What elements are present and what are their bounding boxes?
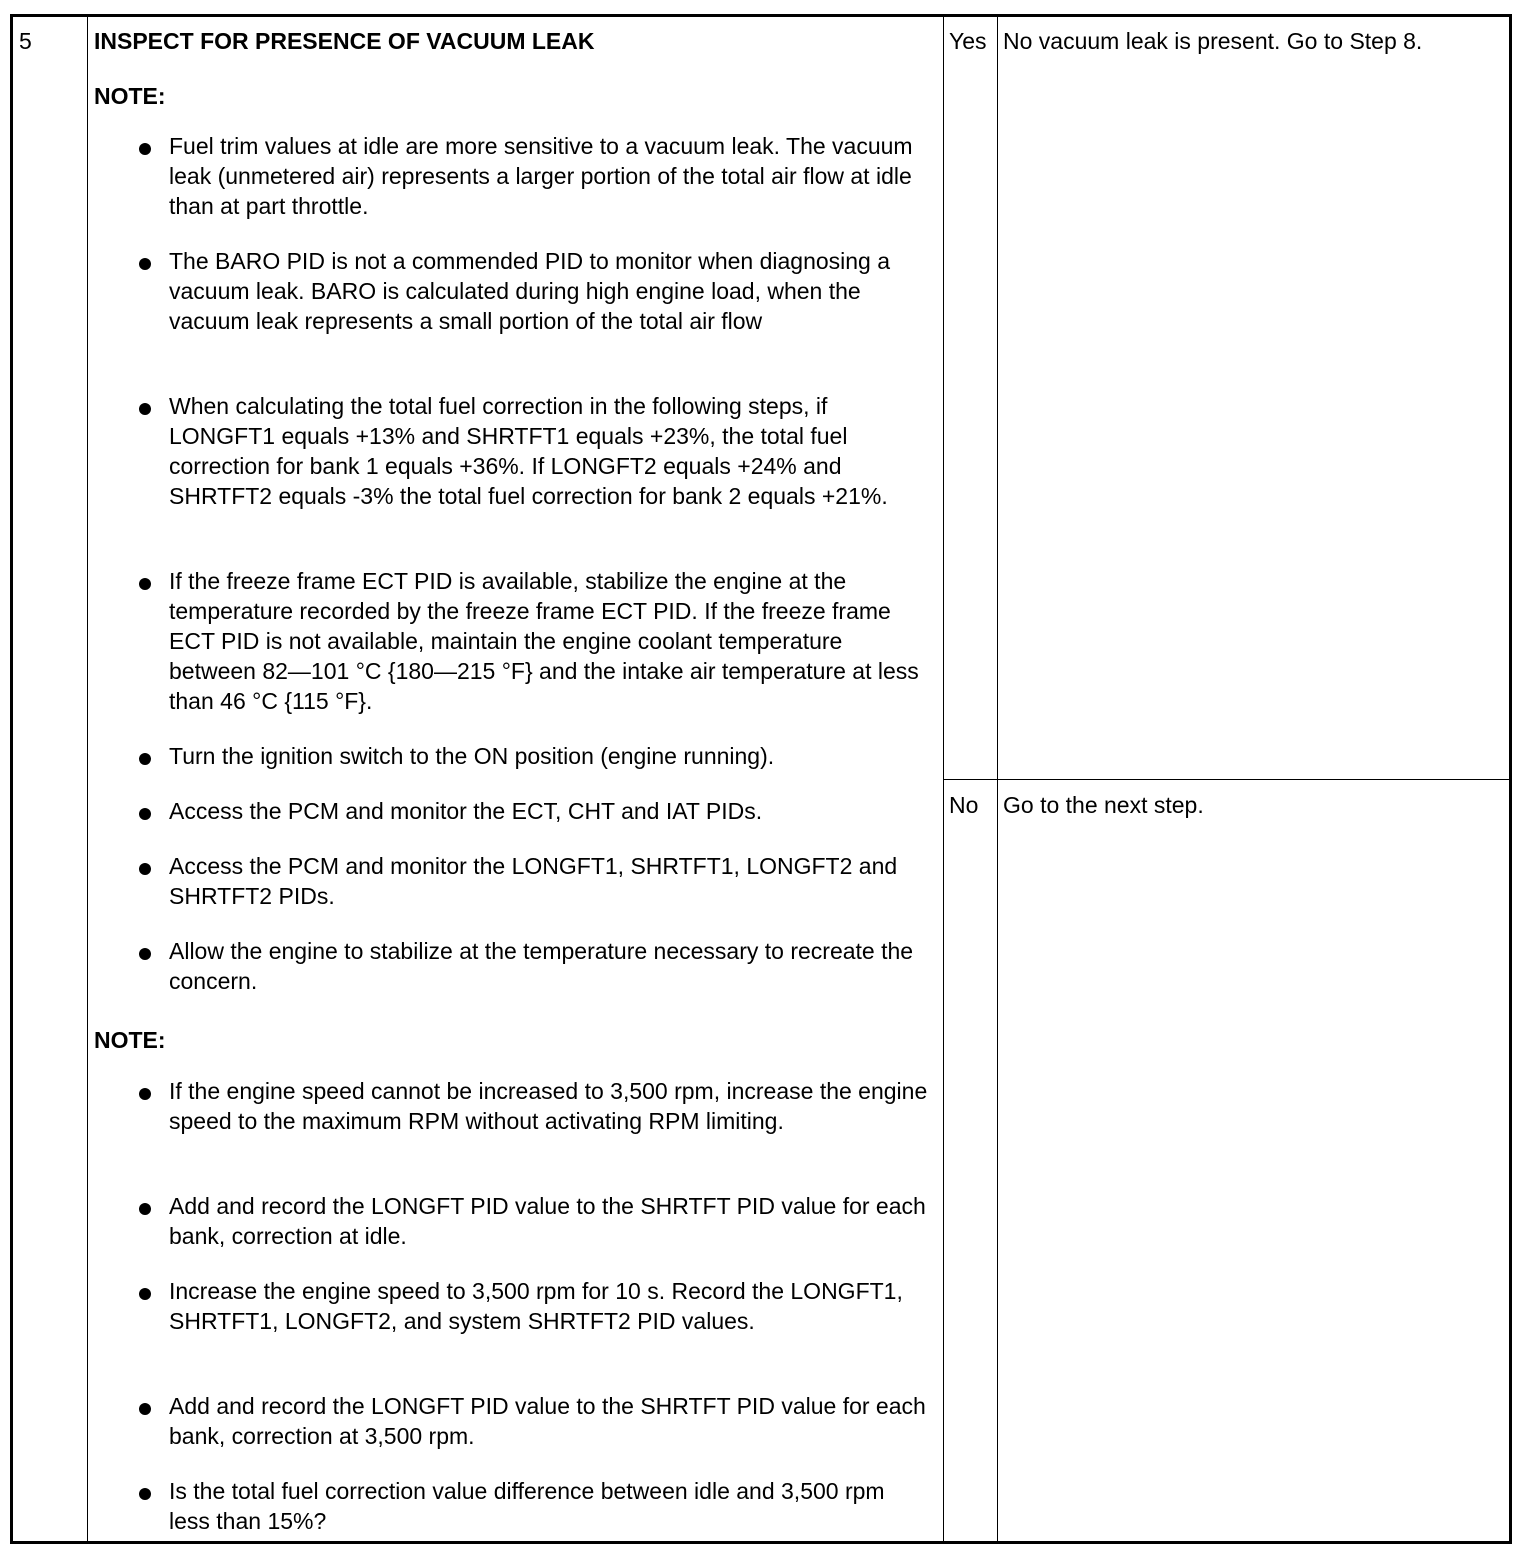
bullet-icon	[139, 948, 151, 960]
bullet-icon	[139, 1488, 151, 1500]
diagnostic-step-table	[10, 14, 1512, 1544]
list-item: Access the PCM and monitor the LONGFT1, SHRTFT1, LONGFT2 and SHRTFT2 PIDs.	[169, 853, 898, 909]
step-number: 5	[19, 28, 32, 54]
note-label: NOTE:	[94, 1027, 166, 1053]
bullet-icon	[139, 863, 151, 875]
list-item: Increase the engine speed to 3,500 rpm for 10 s. Record the LONGFT1, SHRTFT1, LONGFT2, and system SHRTFT2 PID values.	[169, 1278, 903, 1334]
list-item: If the freeze frame ECT PID is available, stabilize the engine at the temperature recorded by the freeze frame ECT PID. If the freeze frame ECT PID is not available, maintain the engine coolant temperature between 82—101 °C {180—215 °F} and the intake air temperature at less than 46 °C {115 °F}.	[169, 568, 919, 714]
bullet-icon	[139, 258, 151, 270]
answer-no: No	[949, 792, 979, 818]
answer-yes: Yes	[949, 28, 987, 54]
step-title: INSPECT FOR PRESENCE OF VACUUM LEAK	[94, 28, 595, 54]
bullet-icon	[139, 753, 151, 765]
list-item: Add and record the LONGFT PID value to the SHRTFT PID value for each bank, correction at 3,500 rpm.	[169, 1393, 926, 1449]
bullet-icon	[139, 578, 151, 590]
bullet-icon	[139, 1288, 151, 1300]
column-divider	[87, 17, 88, 1541]
bullet-icon	[139, 1088, 151, 1100]
bullet-icon	[139, 143, 151, 155]
row-divider	[943, 779, 1509, 780]
list-item: Allow the engine to stabilize at the temperature necessary to recreate the concern.	[169, 938, 914, 994]
bullet-icon	[139, 1203, 151, 1215]
list-item: Fuel trim values at idle are more sensitive to a vacuum leak. The vacuum leak (unmetered air) represents a larger portion of the total air flow at idle than at part throttle.	[169, 133, 913, 219]
list-item: Turn the ignition switch to the ON position (engine running).	[169, 743, 775, 769]
action-no: Go to the next step.	[1003, 792, 1204, 818]
action-yes: No vacuum leak is present. Go to Step 8.	[1003, 28, 1423, 54]
list-item: The BARO PID is not a commended PID to monitor when diagnosing a vacuum leak. BARO is calculated during high engine load, when the vacuum leak represents a small portion of the total air flow	[169, 248, 891, 334]
bullet-icon	[139, 1403, 151, 1415]
note-label: NOTE:	[94, 83, 166, 109]
bullet-icon	[139, 808, 151, 820]
list-item: If the engine speed cannot be increased to 3,500 rpm, increase the engine speed to the maximum RPM without activating RPM limiting.	[169, 1078, 928, 1134]
list-item: Add and record the LONGFT PID value to the SHRTFT PID value for each bank, correction at idle.	[169, 1193, 926, 1249]
list-item: Access the PCM and monitor the ECT, CHT and IAT PIDs.	[169, 798, 763, 824]
list-item: When calculating the total fuel correction in the following steps, if LONGFT1 equals +13% and SHRTFT1 equals +23%, the total fuel correction for bank 1 equals +36%. If LONGFT2 equals +24% and SHRTFT2 equals -3% the total fuel correction for bank 2 equals +21%.	[169, 393, 888, 509]
bullet-icon	[139, 403, 151, 415]
list-item: Is the total fuel correction value difference between idle and 3,500 rpm less than 15%?	[169, 1478, 885, 1534]
